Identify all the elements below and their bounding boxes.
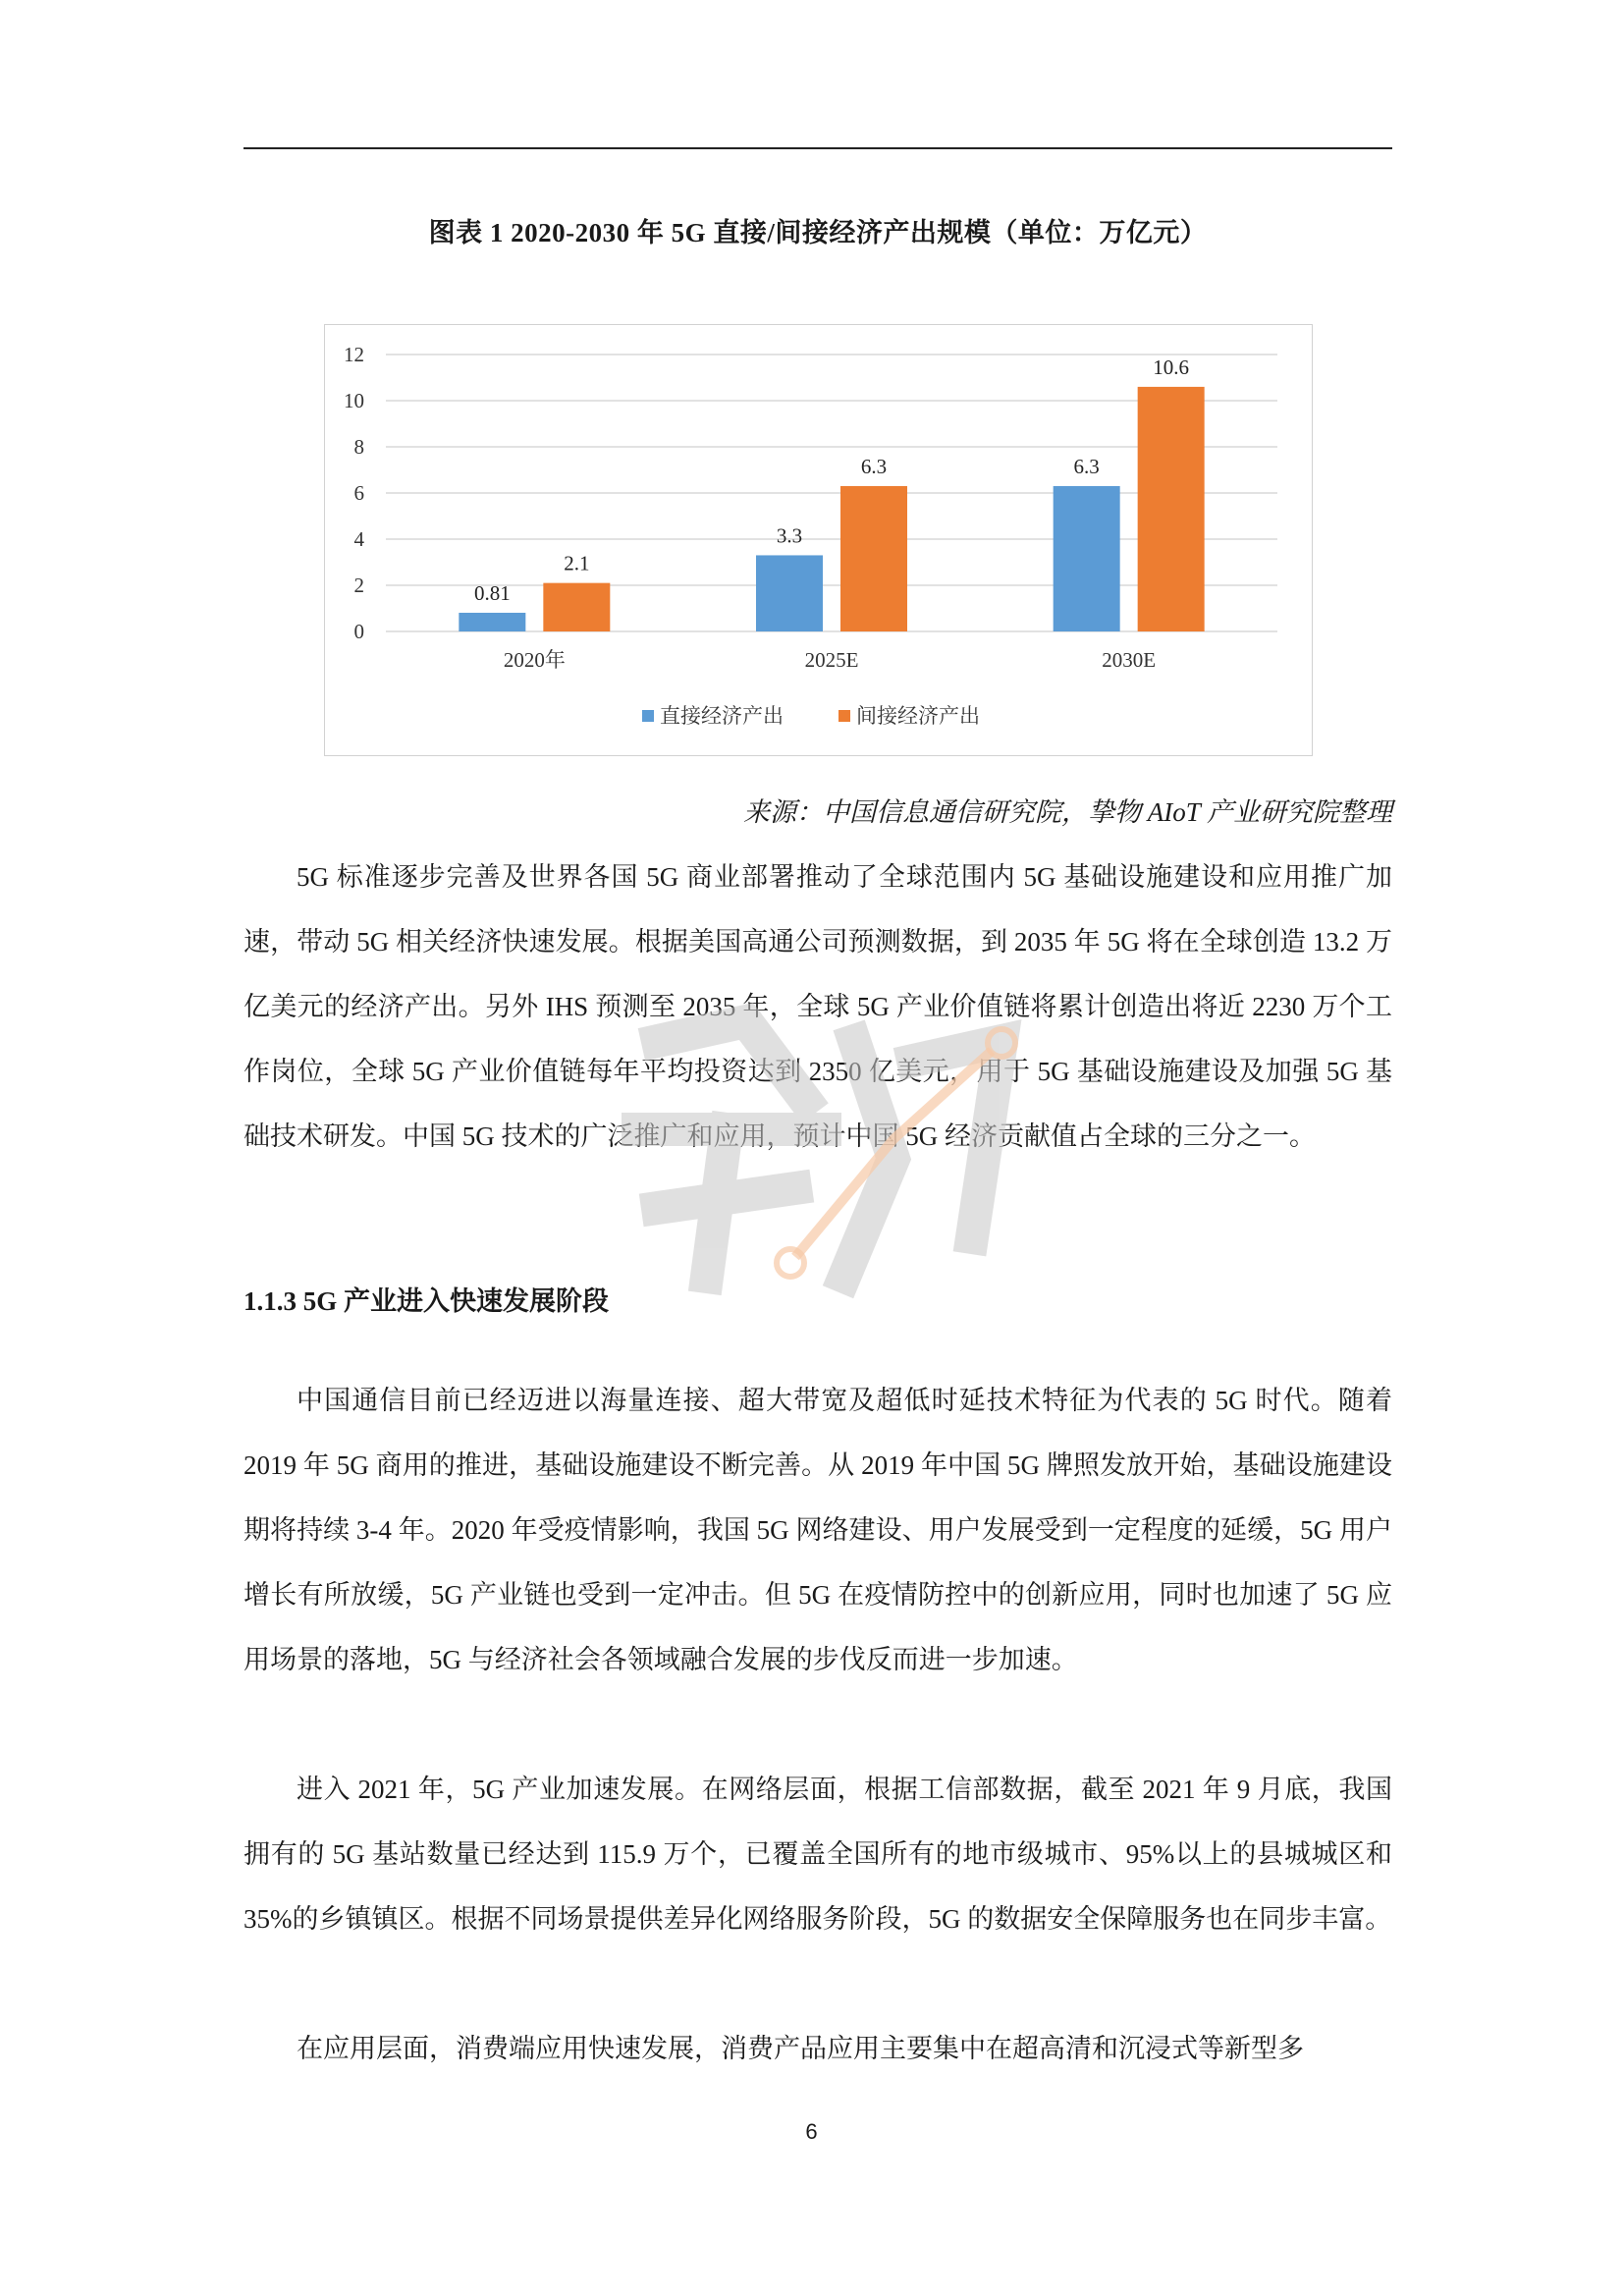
paragraph-1: 5G 标准逐步完善及世界各国 5G 商业部署推动了全球范围内 5G 基础设施建设和应用推广加速，带动 5G 相关经济快速发展。根据美国高通公司预测数据，到 2035 年 5G 将在全球创造 13.2 万亿美元的经济产出。另外 IHS 预测至 2035 年，全球 5G 产业价值链将累计创造出将近 2230 万个工作岗位，全球 5G 产业价值链每年平均投资达到 2350 亿美元，用于 5G 基础设施建设及加强 5G 基础技术研发。中国 5G 技术的广泛推广和应用，预计中国 5G 经济贡献值占全球的三分之一。 [243, 862, 1392, 1151]
bar-indirect-1 [840, 486, 907, 631]
y-tick-label: 4 [353, 527, 364, 551]
data-label: 10.6 [1153, 355, 1190, 379]
x-category-label: 2030E [1102, 648, 1157, 672]
bar-indirect-0 [543, 583, 610, 631]
y-tick-label: 6 [353, 481, 364, 505]
data-label: 2.1 [564, 551, 590, 575]
legend-swatch-1 [839, 710, 850, 722]
y-tick-label: 0 [353, 620, 364, 643]
legend-label: 直接经济产出 [660, 704, 784, 728]
bar-chart [325, 325, 1312, 755]
chart-frame [324, 324, 1313, 756]
y-tick-label: 2 [353, 574, 364, 597]
section-heading: 1.1.3 5G 产业进入快速发展阶段 [243, 1286, 610, 1316]
data-label: 6.3 [860, 454, 888, 478]
x-category-label: 2020年 [503, 648, 566, 672]
page-number: 6 [805, 2119, 818, 2144]
bar-direct-1 [756, 555, 823, 631]
bar-direct-0 [459, 613, 525, 631]
data-label: 3.3 [776, 523, 803, 548]
y-tick-label: 12 [344, 343, 364, 366]
paragraph-3: 进入 2021 年，5G 产业加速发展。在网络层面，根据工信部数据，截至 2021 年 9 月底，我国拥有的 5G 基站数量已经达到 115.9 万个，已覆盖全国所有的地市级城市、95%以上的县城城区和 35%的乡镇镇区。根据不同场景提供差异化网络服务阶段，5G 的数据安全保障服务也在同步丰富。 [243, 1775, 1392, 1934]
legend-swatch-0 [642, 710, 654, 722]
data-label: 0.81 [473, 580, 511, 605]
figure-source: 来源：中国信息通信研究院，挚物 AIoT 产业研究院整理 [742, 797, 1392, 827]
y-tick-label: 10 [344, 389, 364, 412]
legend-label: 间接经济产出 [856, 704, 980, 728]
paragraph-2: 中国通信目前已经迈进以海量连接、超大带宽及超低时延技术特征为代表的 5G 时代。随着 2019 年 5G 商用的推进，基础设施建设不断完善。从 2019 年中国 5G 牌照发放开始，基础设施建设期将持续 3-4 年。2020 年受疫情影响，我国 5G 网络建设、用户发展受到一定程度的延缓，5G 用户增长有所放缓，5G 产业链也受到一定冲击。但 5G 在疫情防控中的创新应用，同时也加速了 5G 应用场景的落地，5G 与经济社会各领域融合发展的步伐反而进一步加速。 [243, 1386, 1392, 1674]
x-category-label: 2025E [804, 648, 859, 672]
y-tick-label: 8 [353, 435, 364, 459]
figure-title: 图表 1 2020-2030 年 5G 直接/间接经济产出规模（单位：万亿元） [428, 218, 1208, 247]
bar-direct-2 [1054, 486, 1120, 631]
paragraph-4: 在应用层面，消费端应用快速发展，消费产品应用主要集中在超高清和沉浸式等新型多 [297, 2034, 1304, 2063]
data-label: 6.3 [1073, 454, 1100, 478]
header-rule [243, 147, 1392, 149]
bar-indirect-2 [1138, 387, 1205, 631]
